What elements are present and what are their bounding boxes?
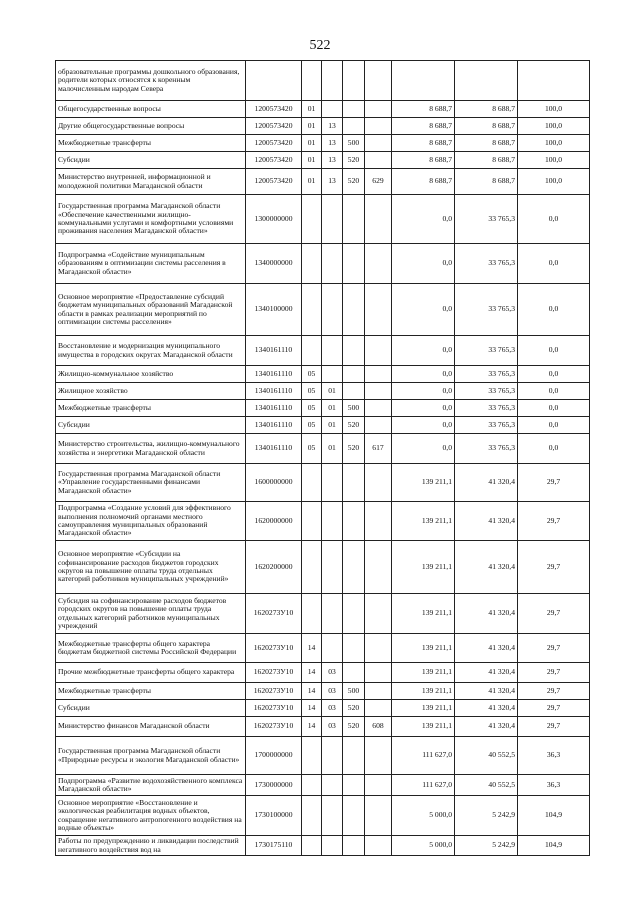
row-expense-type: 520 — [343, 152, 365, 169]
row-name: Государственная программа Магаданской области «Управление государственными финансами Магаданской области» — [56, 464, 246, 502]
row-percent: 29,7 — [518, 541, 590, 594]
row-executed: 33 765,3 — [455, 336, 518, 366]
row-expense-type: 520 — [343, 717, 365, 737]
row-code — [246, 61, 302, 101]
row-executed: 41 320,4 — [455, 464, 518, 502]
row-percent: 29,7 — [518, 717, 590, 737]
row-section — [302, 541, 322, 594]
row-administrator: 617 — [365, 434, 392, 464]
row-planned: 5 000,0 — [392, 796, 455, 836]
row-subsection — [322, 836, 343, 856]
row-administrator — [365, 244, 392, 284]
row-section: 14 — [302, 663, 322, 683]
row-administrator — [365, 366, 392, 383]
row-subsection — [322, 775, 343, 796]
table-row — [56, 700, 590, 717]
row-administrator — [365, 101, 392, 118]
table-row — [56, 737, 590, 775]
row-name: Подпрограмма «Развитие водохозяйственного комплекса Магаданской области» — [56, 775, 246, 796]
row-planned: 111 627,0 — [392, 737, 455, 775]
row-executed: 41 320,4 — [455, 541, 518, 594]
row-name: Субсидии — [56, 417, 246, 434]
row-percent: 0,0 — [518, 366, 590, 383]
row-code: 1620273У10 — [246, 634, 302, 663]
row-code: 1340000000 — [246, 244, 302, 284]
row-subsection: 13 — [322, 152, 343, 169]
row-name: образовательные программы дошкольного образования, родители которых относятся к коренным малочисленным народам Севера — [56, 61, 246, 101]
row-executed: 41 320,4 — [455, 717, 518, 737]
table-row — [56, 502, 590, 541]
row-expense-type: 520 — [343, 700, 365, 717]
row-executed: 41 320,4 — [455, 502, 518, 541]
row-subsection — [322, 502, 343, 541]
row-expense-type: 500 — [343, 400, 365, 417]
row-percent: 0,0 — [518, 284, 590, 336]
row-expense-type — [343, 383, 365, 400]
row-percent: 29,7 — [518, 594, 590, 634]
row-section — [302, 796, 322, 836]
row-planned: 139 211,1 — [392, 663, 455, 683]
table-row — [56, 663, 590, 683]
row-expense-type — [343, 594, 365, 634]
row-percent: 100,0 — [518, 135, 590, 152]
row-name: Межбюджетные трансферты — [56, 400, 246, 417]
row-expense-type — [343, 61, 365, 101]
row-section: 01 — [302, 118, 322, 135]
row-administrator — [365, 737, 392, 775]
row-percent: 0,0 — [518, 400, 590, 417]
row-section — [302, 195, 322, 244]
row-planned: 0,0 — [392, 336, 455, 366]
row-percent: 0,0 — [518, 434, 590, 464]
row-name: Основное мероприятие «Восстановление и экологическая реабилитация водных объектов, сокращение негативного антропогенного воздействия на водные объекты» — [56, 796, 246, 836]
row-planned: 0,0 — [392, 417, 455, 434]
row-code: 1620273У10 — [246, 594, 302, 634]
row-subsection: 03 — [322, 717, 343, 737]
row-percent: 0,0 — [518, 417, 590, 434]
table-row — [56, 118, 590, 135]
row-executed: 33 765,3 — [455, 400, 518, 417]
row-section: 01 — [302, 135, 322, 152]
page-number: 522 — [309, 38, 331, 53]
budget-table — [55, 60, 590, 856]
row-executed: 41 320,4 — [455, 663, 518, 683]
row-code: 1340161110 — [246, 434, 302, 464]
row-administrator — [365, 634, 392, 663]
row-subsection — [322, 284, 343, 336]
row-administrator — [365, 796, 392, 836]
table-row — [56, 417, 590, 434]
row-name: Восстановление и модернизация муниципального имущества в городских округах Магаданской области — [56, 336, 246, 366]
row-executed: 33 765,3 — [455, 434, 518, 464]
row-expense-type — [343, 101, 365, 118]
row-section: 14 — [302, 717, 322, 737]
row-section: 14 — [302, 700, 322, 717]
row-code: 1620273У10 — [246, 700, 302, 717]
row-executed: 33 765,3 — [455, 195, 518, 244]
row-name: Общегосударственные вопросы — [56, 101, 246, 118]
row-section — [302, 775, 322, 796]
row-executed: 40 552,5 — [455, 775, 518, 796]
row-expense-type: 500 — [343, 683, 365, 700]
row-expense-type — [343, 502, 365, 541]
row-section: 01 — [302, 101, 322, 118]
row-administrator — [365, 336, 392, 366]
row-executed: 33 765,3 — [455, 417, 518, 434]
table-row — [56, 169, 590, 195]
row-executed: 40 552,5 — [455, 737, 518, 775]
row-planned: 0,0 — [392, 383, 455, 400]
row-planned: 139 211,1 — [392, 502, 455, 541]
table-row — [56, 775, 590, 796]
row-expense-type: 520 — [343, 417, 365, 434]
row-subsection: 13 — [322, 135, 343, 152]
row-planned — [392, 61, 455, 101]
row-percent: 29,7 — [518, 700, 590, 717]
row-subsection: 03 — [322, 683, 343, 700]
table-row — [56, 594, 590, 634]
row-percent: 100,0 — [518, 152, 590, 169]
row-section: 05 — [302, 383, 322, 400]
row-subsection: 03 — [322, 700, 343, 717]
row-code: 1620000000 — [246, 502, 302, 541]
row-section: 14 — [302, 634, 322, 663]
row-subsection — [322, 796, 343, 836]
row-section — [302, 336, 322, 366]
row-subsection — [322, 61, 343, 101]
row-name: Государственная программа Магаданской области «Природные ресурсы и экология Магаданской области» — [56, 737, 246, 775]
row-code: 1340161110 — [246, 336, 302, 366]
table-row — [56, 434, 590, 464]
row-section — [302, 464, 322, 502]
row-planned: 139 211,1 — [392, 700, 455, 717]
row-percent: 29,7 — [518, 663, 590, 683]
row-subsection — [322, 594, 343, 634]
row-name: Основное мероприятие «Субсидии на софинансирование расходов бюджетов городских округов на повышение оплаты труда отдельных категорий работников муниципальных учреждений» — [56, 541, 246, 594]
row-code: 1200573420 — [246, 152, 302, 169]
row-executed: 41 320,4 — [455, 594, 518, 634]
row-executed: 41 320,4 — [455, 683, 518, 700]
row-planned: 0,0 — [392, 244, 455, 284]
row-executed: 33 765,3 — [455, 284, 518, 336]
row-code: 1200573420 — [246, 135, 302, 152]
table-row — [56, 152, 590, 169]
row-expense-type: 520 — [343, 169, 365, 195]
row-subsection: 13 — [322, 118, 343, 135]
row-administrator — [365, 502, 392, 541]
row-planned: 0,0 — [392, 434, 455, 464]
row-percent: 100,0 — [518, 101, 590, 118]
row-section: 05 — [302, 400, 322, 417]
row-administrator — [365, 417, 392, 434]
row-executed: 8 688,7 — [455, 135, 518, 152]
table-row — [56, 400, 590, 417]
row-executed: 8 688,7 — [455, 169, 518, 195]
row-administrator — [365, 195, 392, 244]
row-expense-type — [343, 464, 365, 502]
row-planned: 8 688,7 — [392, 169, 455, 195]
row-subsection — [322, 336, 343, 366]
row-section: 14 — [302, 683, 322, 700]
row-administrator — [365, 152, 392, 169]
row-name: Субсидии — [56, 700, 246, 717]
row-code: 1620273У10 — [246, 683, 302, 700]
row-subsection: 01 — [322, 383, 343, 400]
row-expense-type — [343, 195, 365, 244]
row-percent: 104,9 — [518, 796, 590, 836]
row-executed: 33 765,3 — [455, 244, 518, 284]
row-percent — [518, 61, 590, 101]
row-executed: 33 765,3 — [455, 383, 518, 400]
row-name: Министерство внутренней, информационной и молодежной политики Магаданской области — [56, 169, 246, 195]
row-section — [302, 284, 322, 336]
table-row — [56, 101, 590, 118]
row-subsection — [322, 737, 343, 775]
row-percent: 100,0 — [518, 169, 590, 195]
row-planned: 0,0 — [392, 400, 455, 417]
row-percent: 29,7 — [518, 502, 590, 541]
row-executed: 8 688,7 — [455, 101, 518, 118]
row-name: Государственная программа Магаданской области «Обеспечение качественными жилищно-коммунальными услугами и комфортными условиями проживания населения Магаданской области» — [56, 195, 246, 244]
row-planned: 8 688,7 — [392, 118, 455, 135]
row-name: Подпрограмма «Содействие муниципальным образованиям в оптимизации системы расселения в Магаданской области» — [56, 244, 246, 284]
row-subsection: 01 — [322, 400, 343, 417]
row-percent: 0,0 — [518, 383, 590, 400]
row-percent: 36,3 — [518, 737, 590, 775]
row-expense-type: 520 — [343, 434, 365, 464]
row-planned: 139 211,1 — [392, 594, 455, 634]
table-row — [56, 284, 590, 336]
table-row — [56, 61, 590, 101]
table-row — [56, 796, 590, 836]
row-executed: 41 320,4 — [455, 700, 518, 717]
row-administrator — [365, 683, 392, 700]
row-planned: 139 211,1 — [392, 634, 455, 663]
table-row — [56, 683, 590, 700]
row-name: Межбюджетные трансферты — [56, 135, 246, 152]
row-expense-type — [343, 336, 365, 366]
table-row — [56, 135, 590, 152]
row-expense-type — [343, 775, 365, 796]
row-administrator — [365, 541, 392, 594]
row-subsection: 01 — [322, 417, 343, 434]
row-expense-type — [343, 737, 365, 775]
row-section: 01 — [302, 152, 322, 169]
row-code: 1730175110 — [246, 836, 302, 856]
table-row — [56, 541, 590, 594]
row-section: 01 — [302, 169, 322, 195]
row-planned: 0,0 — [392, 195, 455, 244]
row-name: Субсидии — [56, 152, 246, 169]
table-row — [56, 464, 590, 502]
row-subsection — [322, 101, 343, 118]
row-name: Министерство строительства, жилищно-коммунального хозяйства и энергетики Магаданской области — [56, 434, 246, 464]
row-expense-type — [343, 663, 365, 683]
row-code: 1730000000 — [246, 775, 302, 796]
row-section: 05 — [302, 366, 322, 383]
row-administrator — [365, 663, 392, 683]
row-administrator — [365, 594, 392, 634]
row-executed: 5 242,9 — [455, 796, 518, 836]
row-executed: 5 242,9 — [455, 836, 518, 856]
row-administrator — [365, 700, 392, 717]
row-code: 1620273У10 — [246, 663, 302, 683]
row-planned: 139 211,1 — [392, 541, 455, 594]
row-section — [302, 737, 322, 775]
row-percent: 0,0 — [518, 244, 590, 284]
row-name: Межбюджетные трансферты общего характера бюджетам бюджетной системы Российской Федерации — [56, 634, 246, 663]
row-administrator: 629 — [365, 169, 392, 195]
row-name: Работы по предупреждению и ликвидации последствий негативного воздействия вод на — [56, 836, 246, 856]
row-code: 1620200000 — [246, 541, 302, 594]
row-code: 1300000000 — [246, 195, 302, 244]
row-subsection — [322, 634, 343, 663]
row-name: Жилищно-коммунальное хозяйство — [56, 366, 246, 383]
table-row — [56, 244, 590, 284]
row-name: Министерство финансов Магаданской области — [56, 717, 246, 737]
row-code: 1340161110 — [246, 417, 302, 434]
row-percent: 104,9 — [518, 836, 590, 856]
table-row — [56, 336, 590, 366]
row-administrator — [365, 836, 392, 856]
row-section: 05 — [302, 434, 322, 464]
row-code: 1200573420 — [246, 169, 302, 195]
row-expense-type — [343, 284, 365, 336]
row-percent: 29,7 — [518, 634, 590, 663]
row-code: 1340161110 — [246, 383, 302, 400]
row-subsection — [322, 541, 343, 594]
row-subsection: 13 — [322, 169, 343, 195]
row-code: 1340161110 — [246, 400, 302, 417]
row-planned: 0,0 — [392, 284, 455, 336]
row-planned: 8 688,7 — [392, 135, 455, 152]
row-subsection — [322, 244, 343, 284]
row-code: 1620273У10 — [246, 717, 302, 737]
row-administrator — [365, 118, 392, 135]
row-expense-type — [343, 836, 365, 856]
row-percent: 36,3 — [518, 775, 590, 796]
row-planned: 139 211,1 — [392, 464, 455, 502]
row-section — [302, 594, 322, 634]
row-planned: 139 211,1 — [392, 683, 455, 700]
row-subsection — [322, 464, 343, 502]
row-code: 1600000000 — [246, 464, 302, 502]
row-planned: 111 627,0 — [392, 775, 455, 796]
row-executed: 8 688,7 — [455, 152, 518, 169]
row-percent: 0,0 — [518, 336, 590, 366]
row-section — [302, 244, 322, 284]
row-code: 1340161110 — [246, 366, 302, 383]
row-section — [302, 502, 322, 541]
table-row — [56, 195, 590, 244]
row-planned: 8 688,7 — [392, 101, 455, 118]
row-subsection: 03 — [322, 663, 343, 683]
row-expense-type — [343, 796, 365, 836]
row-subsection: 01 — [322, 434, 343, 464]
row-administrator — [365, 400, 392, 417]
row-code: 1200573420 — [246, 118, 302, 135]
row-administrator — [365, 383, 392, 400]
row-executed — [455, 61, 518, 101]
row-administrator — [365, 61, 392, 101]
row-name: Другие общегосударственные вопросы — [56, 118, 246, 135]
row-section — [302, 61, 322, 101]
row-executed: 41 320,4 — [455, 634, 518, 663]
table-row — [56, 836, 590, 856]
table-body — [56, 61, 590, 856]
row-name: Субсидия на софинансирование расходов бюджетов городских округов на повышение оплаты труда отдельных категорий работников муниципальных учреждений — [56, 594, 246, 634]
row-administrator — [365, 284, 392, 336]
row-executed: 33 765,3 — [455, 366, 518, 383]
row-name: Межбюджетные трансферты — [56, 683, 246, 700]
row-name: Основное мероприятие «Предоставление субсидий бюджетам муниципальных образований Магаданской области в рамках реализации мероприятий по оптимизации системы расселения» — [56, 284, 246, 336]
row-code: 1730100000 — [246, 796, 302, 836]
table-row — [56, 366, 590, 383]
row-administrator: 608 — [365, 717, 392, 737]
row-planned: 139 211,1 — [392, 717, 455, 737]
row-code: 1340100000 — [246, 284, 302, 336]
row-name: Подпрограмма «Создание условий для эффективного выполнения полномочий органами местного самоуправления муниципальных образований Магаданской области» — [56, 502, 246, 541]
row-planned: 0,0 — [392, 366, 455, 383]
row-executed: 8 688,7 — [455, 118, 518, 135]
row-expense-type: 500 — [343, 135, 365, 152]
table-row — [56, 634, 590, 663]
table-row — [56, 717, 590, 737]
row-percent: 100,0 — [518, 118, 590, 135]
table-row — [56, 383, 590, 400]
row-percent: 0,0 — [518, 195, 590, 244]
row-name: Прочие межбюджетные трансферты общего характера — [56, 663, 246, 683]
row-section: 05 — [302, 417, 322, 434]
row-expense-type — [343, 541, 365, 594]
row-expense-type — [343, 118, 365, 135]
row-percent: 29,7 — [518, 683, 590, 700]
row-expense-type — [343, 634, 365, 663]
row-planned: 8 688,7 — [392, 152, 455, 169]
row-administrator — [365, 135, 392, 152]
row-expense-type — [343, 366, 365, 383]
row-planned: 5 000,0 — [392, 836, 455, 856]
row-name: Жилищное хозяйство — [56, 383, 246, 400]
row-administrator — [365, 464, 392, 502]
row-administrator — [365, 775, 392, 796]
row-expense-type — [343, 244, 365, 284]
row-percent: 29,7 — [518, 464, 590, 502]
row-subsection — [322, 195, 343, 244]
row-code: 1200573420 — [246, 101, 302, 118]
row-section — [302, 836, 322, 856]
row-code: 1700000000 — [246, 737, 302, 775]
row-subsection — [322, 366, 343, 383]
